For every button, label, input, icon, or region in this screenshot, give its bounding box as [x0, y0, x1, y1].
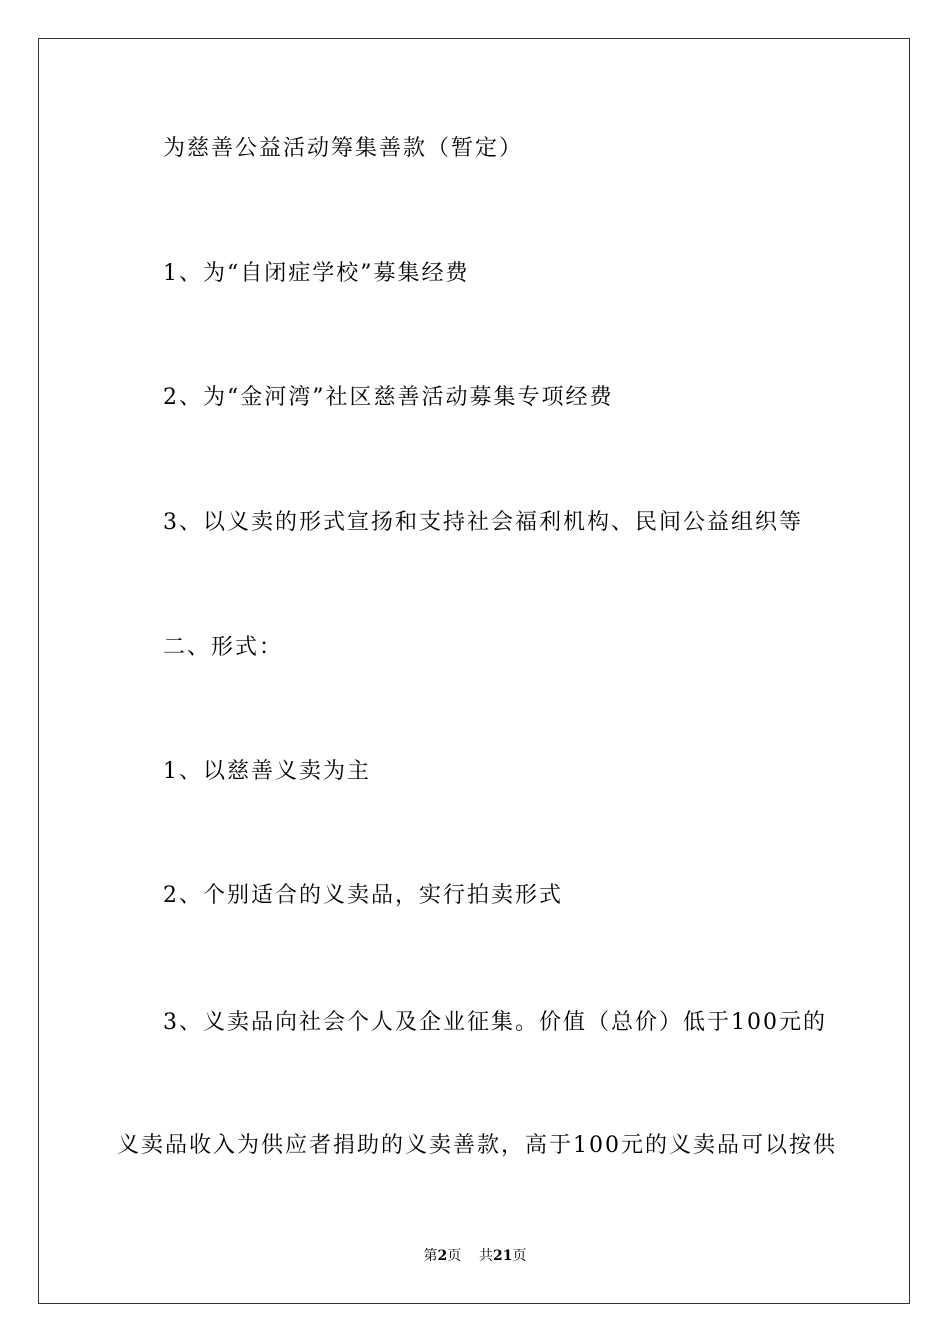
footer-prefix: 第: [423, 1248, 438, 1264]
section-heading-form: 二、形式：: [163, 635, 284, 660]
paragraph-form-1: 1、以慈善义卖为主: [163, 759, 371, 784]
paragraph-form-3: 3、义卖品向社会个人及企业征集。价值（总价）低于100元的: [163, 1010, 827, 1035]
paragraph-item-2: 2、为“金河湾”社区慈善活动募集专项经费: [163, 385, 614, 410]
paragraph-form-3-continued: 义卖品收入为供应者捐助的义卖善款，高于100元的义卖品可以按供: [117, 1133, 837, 1158]
paragraph-form-2: 2、个别适合的义卖品，实行拍卖形式: [163, 883, 563, 908]
page-border: [38, 38, 910, 1304]
page-footer: [0, 1247, 950, 1265]
footer-total-suffix: 页: [512, 1248, 527, 1264]
paragraph-item-1: 1、为“自闭症学校”募集经费: [163, 261, 470, 286]
paragraph-item-3: 3、以义卖的形式宣扬和支持社会福利机构、民间公益组织等: [163, 510, 803, 535]
footer-total-prefix: 共: [479, 1248, 494, 1264]
footer-page-suffix: 页: [447, 1248, 462, 1264]
footer-total-pages: 21: [493, 1248, 513, 1264]
footer-page-number: 2: [437, 1248, 448, 1264]
paragraph-purpose: 为慈善公益活动筹集善款（暂定）: [163, 136, 524, 161]
